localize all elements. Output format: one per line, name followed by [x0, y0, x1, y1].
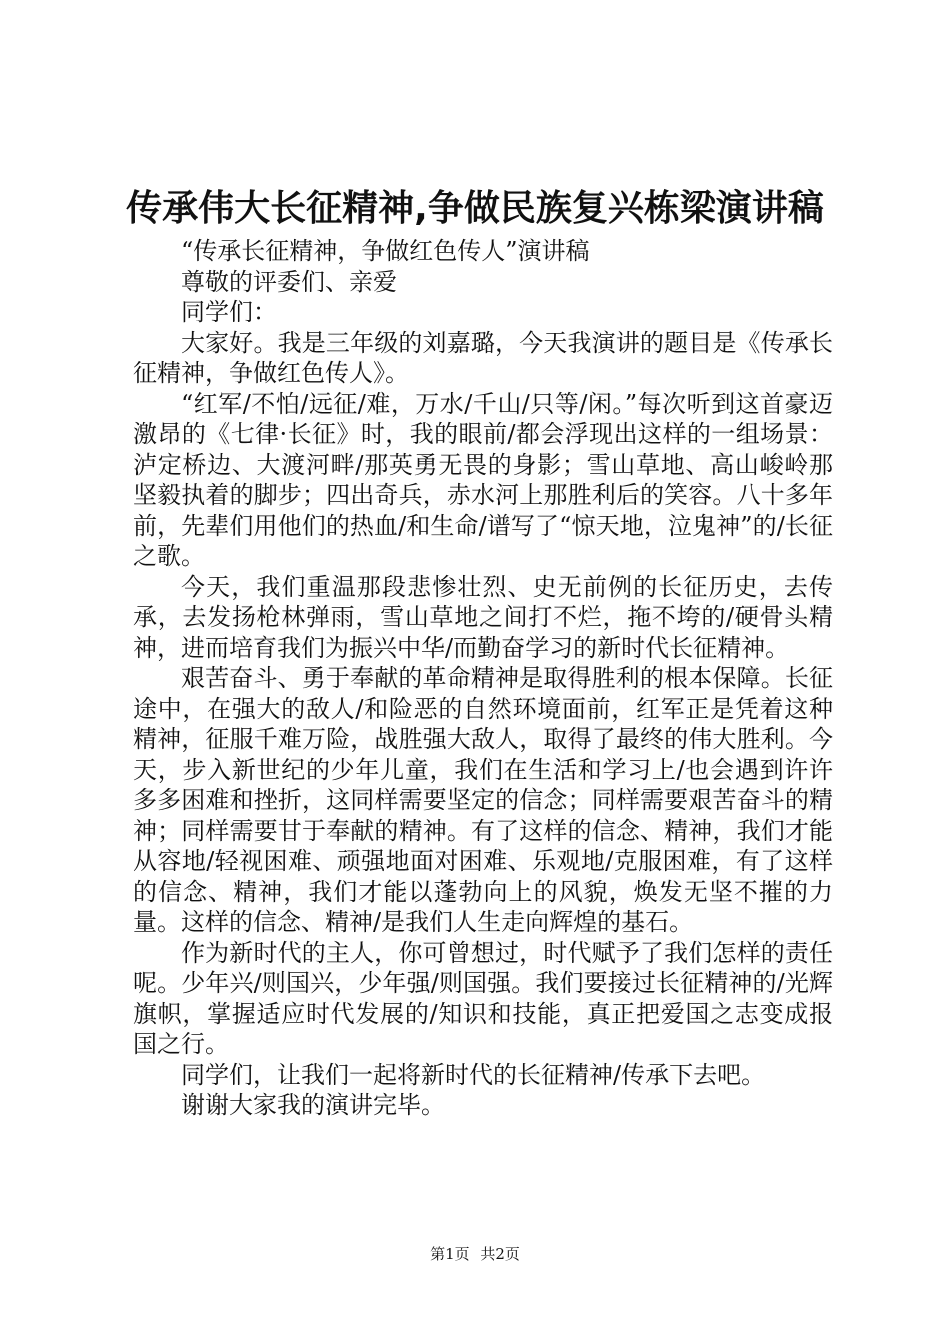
body-paragraph: 今天，我们重温那段悲惨壮烈、史无前例的长征历史，去传承，去发扬枪林弹雨，雪山草地之间打不烂，拖不垮的/硬骨头精神，进而培育我们为振兴中华/而勤奋学习的新时代长征精神。 — [133, 572, 833, 662]
closing-paragraph: 谢谢大家我的演讲完毕。 — [181, 1091, 445, 1119]
salutation-paragraph: 同学们： — [181, 298, 277, 326]
subtitle-paragraph: “传承长征精神，争做红色传人”演讲稿 — [181, 237, 590, 265]
page-total: 共2页 — [480, 1245, 520, 1263]
body-paragraph: 艰苦奋斗、勇于奉献的革命精神是取得胜利的根本保障。长征途中，在强大的敌人/和险恶的自然环境面前，红军正是凭着这种精神，征服千难万险，战胜强大敌人，取得了最终的伟大胜利。今天，步入新世纪的少年儿童，我们在生活和学习上/也会遇到许许多多困难和挫折，这同样需要坚定的信念；同样需要艰苦奋斗的精神；同样需要甘于奉献的精神。有了这样的信念、精神，我们才能从容地/轻视困难、顽强地面对困难、乐观地/克服困难，有了这样的信念、精神，我们才能以蓬勃向上的风貌，焕发无坚不摧的力量。这样的信念、精神/是我们人生走向辉煌的基石。 — [133, 664, 833, 936]
document-title: 传承伟大长征精神,争做民族复兴栋梁演讲稿 — [126, 188, 824, 229]
body-paragraph: 作为新时代的主人，你可曾想过，时代赋予了我们怎样的责任呢。少年兴/则国兴，少年强/则国强。我们要接过长征精神的/光辉旗帜，掌握适应时代发展的/知识和技能，真正把爱国之志变成报国之行。 — [133, 938, 833, 1058]
page-number: 第1页 — [430, 1245, 470, 1263]
body-paragraph: 大家好。我是三年级的刘嘉璐，今天我演讲的题目是《传承长征精神，争做红色传人》。 — [133, 328, 833, 387]
body-paragraph: 同学们，让我们一起将新时代的长征精神/传承下去吧。 — [181, 1060, 766, 1089]
salutation-paragraph: 尊敬的评委们、亲爱 — [181, 267, 397, 296]
document-body — [133, 236, 833, 1121]
page-footer — [0, 1244, 950, 1264]
body-paragraph: “红军/不怕/远征/难，万水/千山/只等/闲。”每次听到这首豪迈激昂的《七律·长征》时，我的眼前/都会浮现出这样的一组场景：泸定桥边、大渡河畔/那英勇无畏的身影；雪山草地、高山峻岭那坚毅执着的脚步；四出奇兵，赤水河上那胜利后的笑容。八十多年前，先辈们用他们的热血/和生命/谱写了“惊天地，泣鬼神”的/长征之歌。 — [133, 389, 833, 570]
